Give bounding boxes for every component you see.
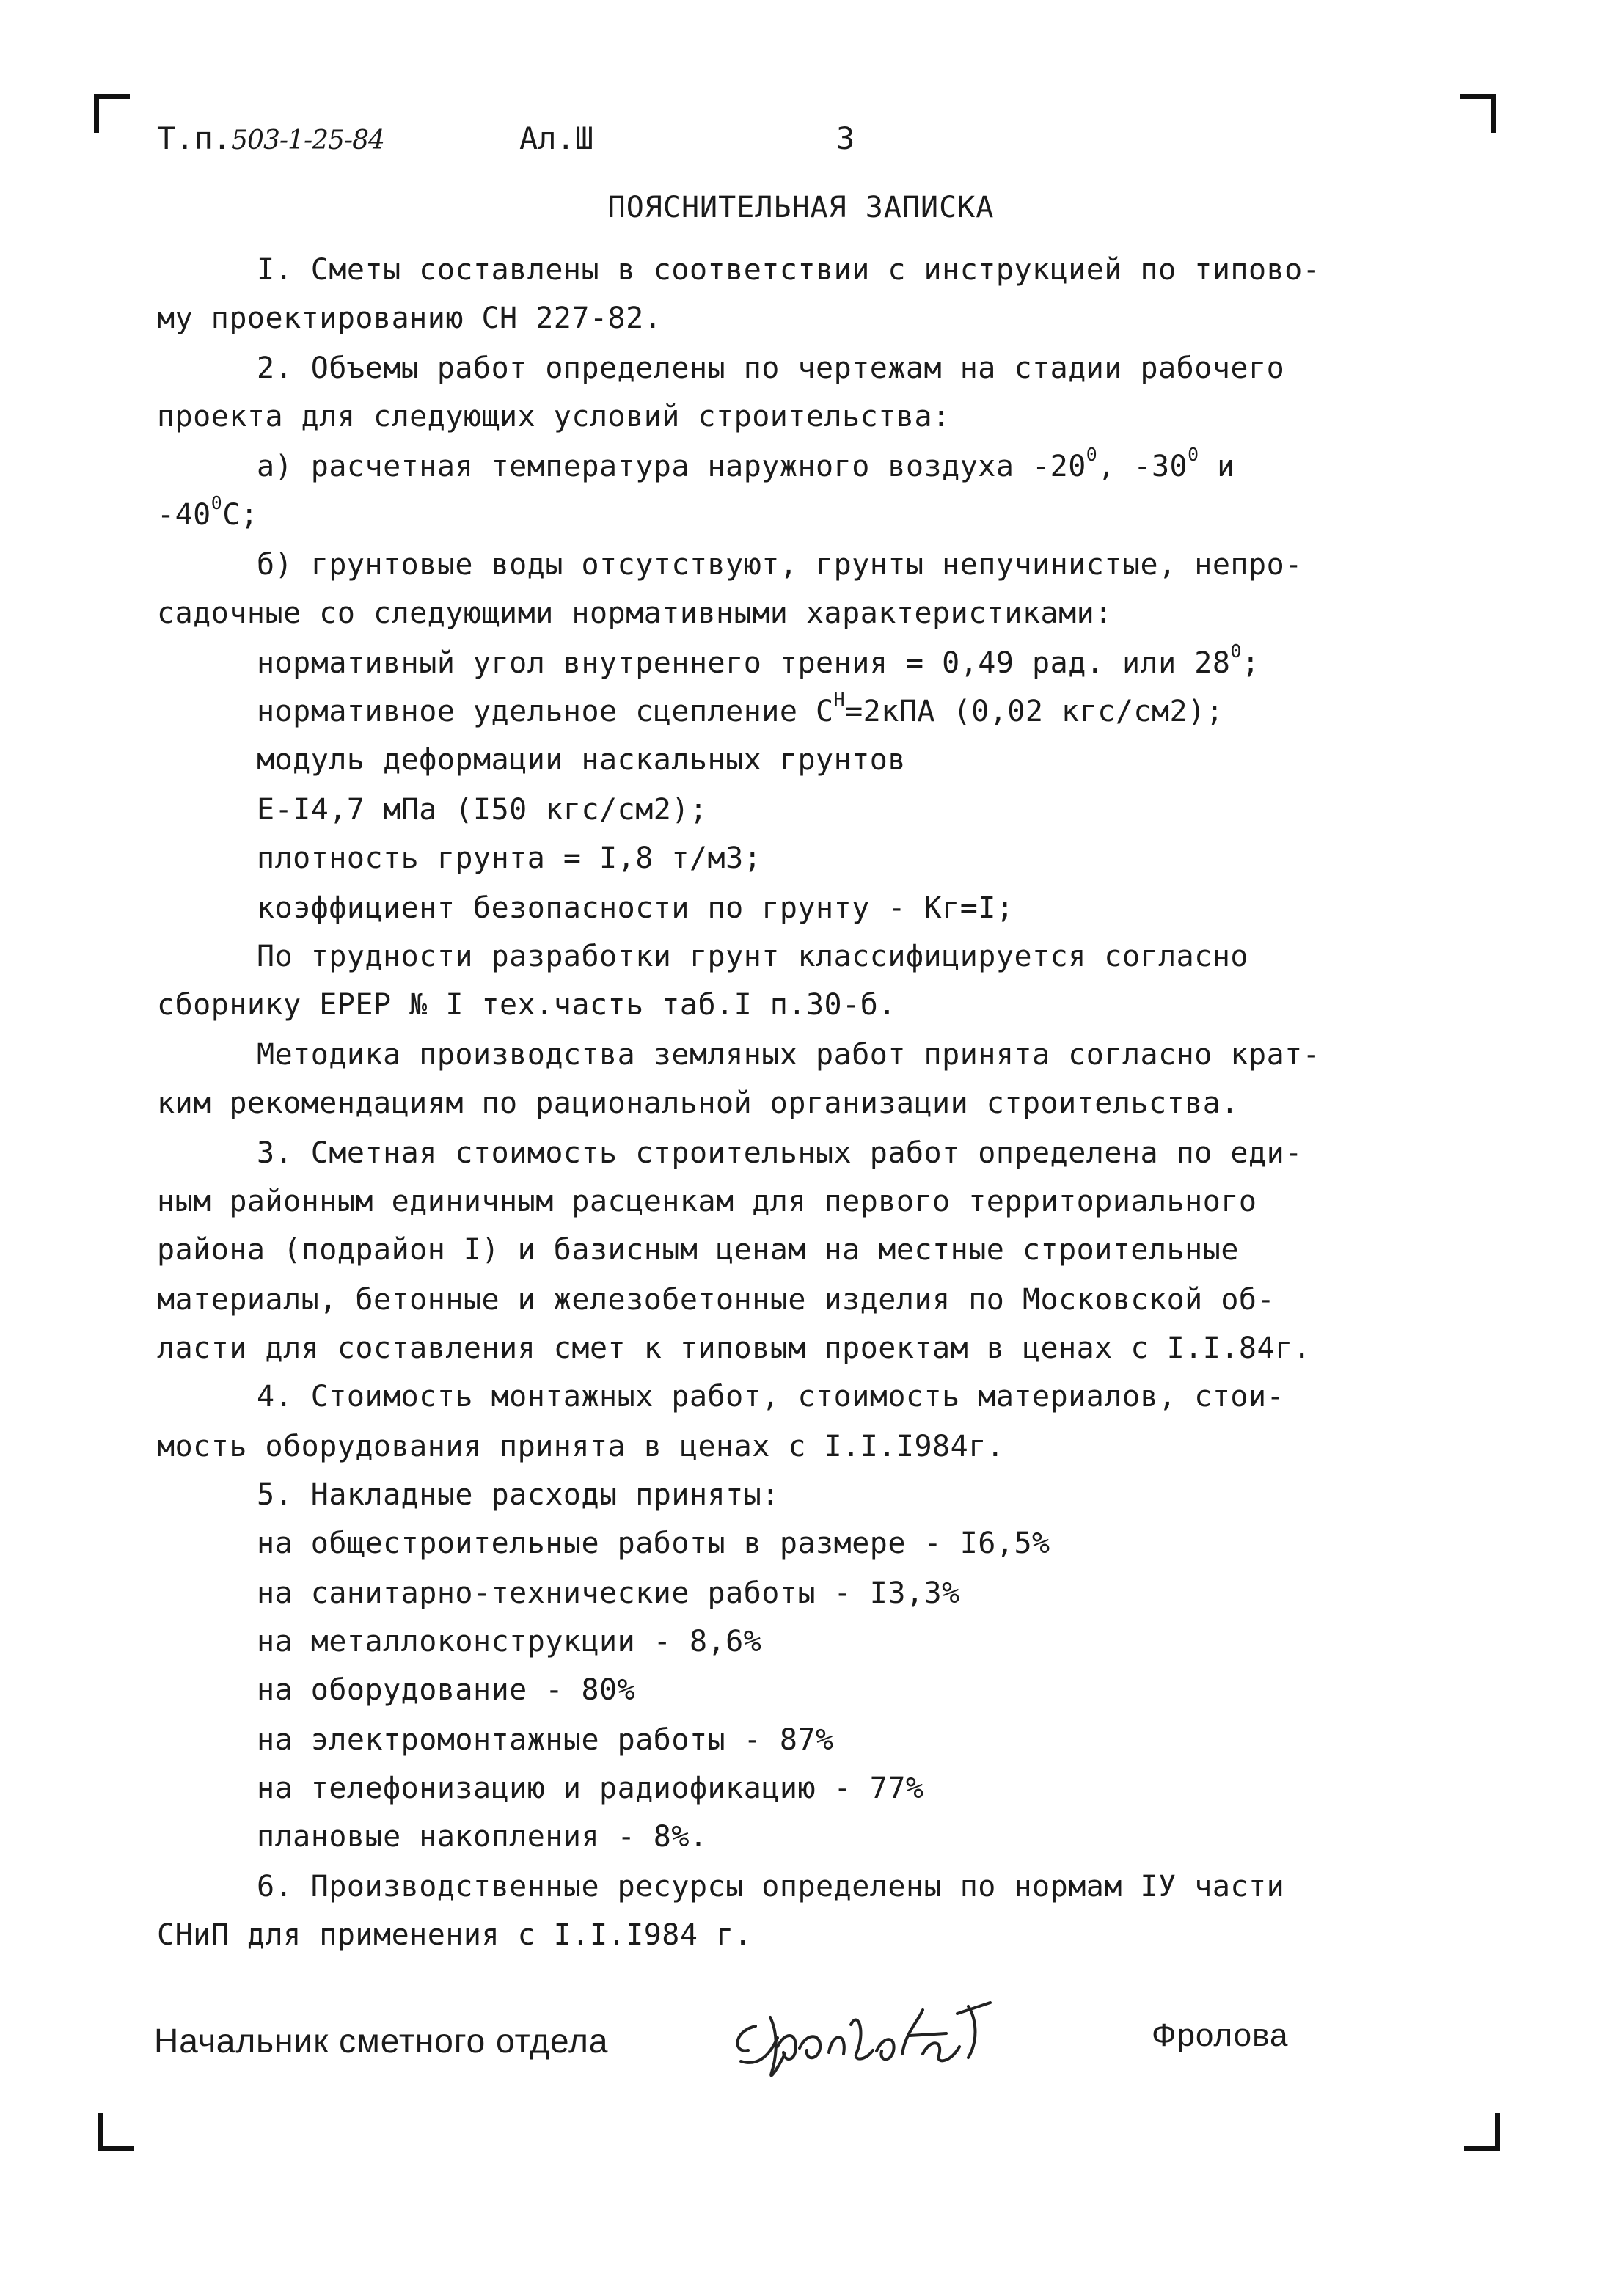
- text-line: садочные со следующими нормативными характеристиками:: [157, 596, 1113, 630]
- text-line: на электромонтажные работы - 87%: [257, 1723, 834, 1757]
- text-fragment: ;: [1241, 646, 1260, 680]
- text-line: на металлоконструкции - 8,6%: [257, 1625, 762, 1659]
- text-line: на оборудование - 80%: [257, 1673, 636, 1707]
- page-number: 3: [836, 120, 855, 156]
- degree-sup: 0: [1230, 640, 1242, 662]
- text-line: 5. Накладные расходы приняты:: [257, 1478, 780, 1512]
- text-fragment: -40: [157, 498, 211, 532]
- text-line: ным районным единичным расценкам для первого территориального: [157, 1185, 1257, 1218]
- text-line: I. Сметы составлены в соответствии с инструкцией по типово-: [257, 253, 1321, 287]
- text-fragment: нормативный угол внутреннего трения = 0,49 рад. или 28: [257, 646, 1231, 680]
- corner-mark-top-left: [94, 94, 130, 133]
- text-line: [257, 688, 1224, 729]
- text-line: плотность грунта = I,8 т/м3;: [257, 841, 762, 875]
- text-line: СНиП для применения с I.I.I984 г.: [157, 1918, 753, 1952]
- text-line: По трудности разработки грунт классифицируется согласно: [257, 940, 1249, 973]
- text-line: на телефонизацию и радиофикацию - 77%: [257, 1772, 924, 1805]
- document-title: ПОЯСНИТЕЛЬНАЯ ЗАПИСКА: [607, 191, 995, 224]
- text-line: 4. Стоимость монтажных работ, стоимость материалов, стои-: [257, 1380, 1285, 1414]
- project-code-prefix: Т.п.: [157, 120, 232, 156]
- superscript: Н: [833, 688, 846, 710]
- text-line: мость оборудования принята в ценах с I.I.I984г.: [157, 1430, 1005, 1463]
- text-line: на санитарно-технические работы - I3,3%: [257, 1576, 960, 1610]
- project-code-handwritten: 503-1-25-84: [231, 125, 384, 156]
- degree-sup: 0: [1188, 443, 1199, 465]
- handwritten-signature: [726, 1981, 1049, 2091]
- corner-mark-top-right: [1460, 94, 1496, 133]
- text-line: 3. Сметная стоимость строительных работ определена по еди-: [257, 1136, 1303, 1170]
- text-fragment: С;: [222, 498, 259, 532]
- text-line: района (подрайон I) и базисным ценам на местные строительные: [157, 1233, 1239, 1267]
- degree-sup: 0: [1086, 443, 1098, 465]
- text-line: ким рекомендациям по рациональной организации строительства.: [157, 1086, 1239, 1120]
- text-line: плановые накопления - 8%.: [257, 1820, 708, 1854]
- text-fragment: и: [1199, 450, 1235, 483]
- text-line: [257, 640, 1260, 681]
- text-line: 6. Производственные ресурсы определены по нормам IУ части: [257, 1870, 1285, 1904]
- text-line: коэффициент безопасности по грунту - Кг=I;: [257, 891, 1014, 925]
- text-line: на общестроительные работы в размере - I6,5%: [257, 1527, 1050, 1560]
- project-code: [157, 120, 384, 156]
- signatory-name: Фролова: [1152, 2017, 1289, 2053]
- sheet-label: Ал.Ш: [519, 120, 594, 156]
- text-fragment: нормативное удельное сцепление С: [257, 695, 834, 728]
- text-line: Е-I4,7 мПа (I50 кгс/см2);: [257, 793, 708, 827]
- text-line: ласти для составления смет к типовым проектам в ценах с I.I.84г.: [157, 1331, 1312, 1365]
- text-fragment: =2кПА (0,02 кгс/см2);: [845, 695, 1224, 728]
- text-line: му проектированию СН 227-82.: [157, 301, 662, 335]
- text-fragment: , -30: [1097, 450, 1188, 483]
- degree-sup: 0: [211, 491, 223, 513]
- signature-label: Начальник сметного отдела: [154, 2022, 609, 2060]
- text-line: материалы, бетонные и железобетонные изделия по Московской об-: [157, 1283, 1276, 1317]
- text-fragment: а) расчетная температура наружного воздуха -20: [257, 450, 1086, 483]
- text-line: [157, 491, 259, 533]
- text-line: Методика производства земляных работ принята согласно крат-: [257, 1038, 1321, 1072]
- text-line: [257, 443, 1235, 484]
- text-line: 2. Объемы работ определены по чертежам на стадии рабочего: [257, 351, 1285, 385]
- corner-mark-bottom-right: [1464, 2113, 1500, 2151]
- text-line: проекта для следующих условий строительства:: [157, 400, 951, 434]
- text-line: сборнику ЕРЕР № I тех.часть таб.I п.30-б.: [157, 988, 896, 1022]
- text-line: б) грунтовые воды отсутствуют, грунты непучинистые, непро-: [257, 548, 1303, 582]
- text-line: модуль деформации наскальных грунтов: [257, 743, 906, 777]
- corner-mark-bottom-left: [98, 2113, 134, 2151]
